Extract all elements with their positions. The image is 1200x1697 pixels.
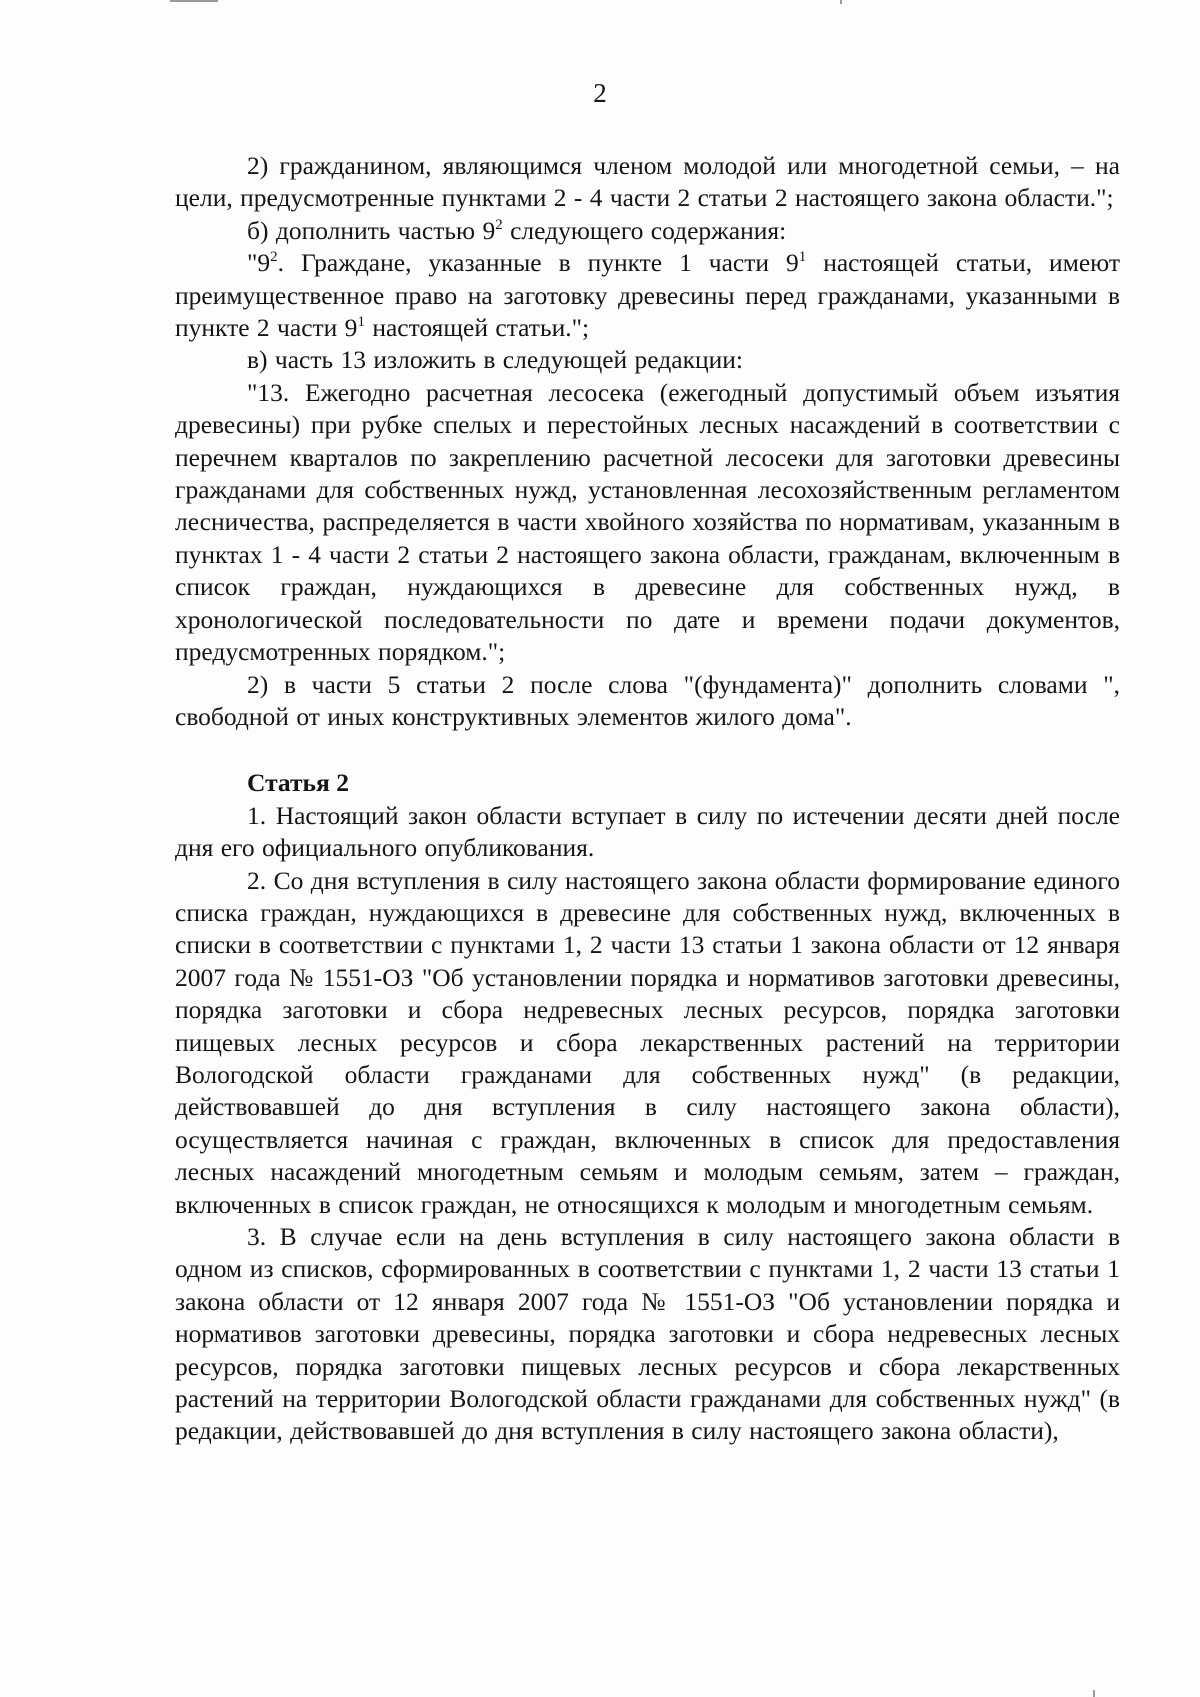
paragraph-text: б) дополнить частью 9 [247, 215, 496, 245]
scan-artifact-mark [840, 0, 842, 4]
paragraph-text: следующего содержания: [502, 215, 787, 245]
superscript: 2 [270, 249, 278, 266]
paragraph-text: "9 [247, 248, 271, 278]
paragraph-text: . Граждане, указанные в пункте 1 части 9 [277, 248, 799, 278]
superscript: 1 [357, 314, 365, 331]
paragraph-text: настоящей статьи."; [364, 313, 590, 343]
scan-artifact-mark [1093, 1690, 1095, 1697]
paragraph-article-clause-2: 2. Со дня вступления в силу настоящего закона области формирование единого списка граждан, нуждающихся в древесине для собственных нужд, включенных в списки в соответствии с пунктами 1, 2 части 13 статьи 1 закона области от 12 января 2007 года № 1551-ОЗ "Об установлении порядка и нормативов заготовки древесины, порядка заготовки и сбора недревесных лесных ресурсов, порядка заготовки пищевых лесных ресурсов и сбора лекарственных растений на территории Вологодской области гражданами для собственных нужд" (в редакции, действовавшей до дня вступления в силу настоящего закона области), осуществляется начиная с граждан, включенных в список для предоставления лесных насаждений многодетным семьям и молодым семьям, затем – граждан, включенных в список граждан, не относящихся к молодым и многодетным семьям. [175, 865, 1120, 1219]
superscript: 1 [798, 249, 807, 266]
paragraph-item-2: 2) гражданином, являющимся членом молодой или многодетной семьи, – на цели, предусмотренные пунктами 2 - 4 части 2 статьи 2 настоящего закона области."; [175, 151, 1120, 213]
paragraph-article-clause-3: 3. В случае если на день вступления в силу настоящего закона области в одном из списков, сформированных в соответствии с пунктами 1, 2 части 13 статьи 1 закона области от 12 января 2007 года № 1551-ОЗ "Об установлении порядка и нормативов заготовки древесины, порядка заготовки и сбора недревесных лесных ресурсов, порядка заготовки пищевых лесных ресурсов и сбора лекарственных растений на территории Вологодской области гражданами для собственных нужд" (в редакции, действовавшей до дня вступления в силу настоящего закона области), [175, 1222, 1120, 1446]
article-heading: Статья 2 [247, 768, 349, 798]
document-body [175, 150, 1120, 1448]
scan-artifact-mark [170, 0, 218, 2]
paragraph-part-13-text: "13. Ежегодно расчетная лесосека (ежегодный допустимый объем изъятия древесины) при рубке спелых и перестойных лесных насаждений в соответствии с перечнем кварталов по закреплению расчетной лесосеки для заготовки древесины гражданами для собственных нужд, установленная лесохозяйственным регламентом лесничества, распределяется в части хвойного хозяйства по нормативам, указанным в пунктах 1 - 4 части 2 статьи 2 настоящего закона области, гражданам, включенным в список граждан, нуждающихся в древесине для собственных нужд, в хронологической последовательности по дате и времени подачи документов, предусмотренных порядком."; [175, 377, 1120, 667]
paragraph-add-part-9-2 [175, 215, 1120, 247]
paragraph-article-2-part-5: 2) в части 5 статьи 2 после слова "(фундамента)" дополнить словами ", свободной от иных конструктивных элементов жилого дома". [175, 669, 1120, 731]
paragraph-part-13-intro: в) часть 13 изложить в следующей редакции: [247, 345, 743, 375]
spacer [175, 733, 1120, 767]
paragraph-text: настоящей статьи, имеют преимущественное право на заготовку древесины перед гражданами, указанными в пункте 2 части 9 [175, 248, 1121, 343]
paragraph-article-clause-1: 1. Настоящий закон области вступает в силу по истечении десяти дней после дня его официального опубликования. [175, 800, 1120, 863]
paragraph-part-9-2-text [175, 247, 1120, 344]
superscript: 2 [495, 216, 503, 233]
page-number: 2 [593, 78, 607, 108]
